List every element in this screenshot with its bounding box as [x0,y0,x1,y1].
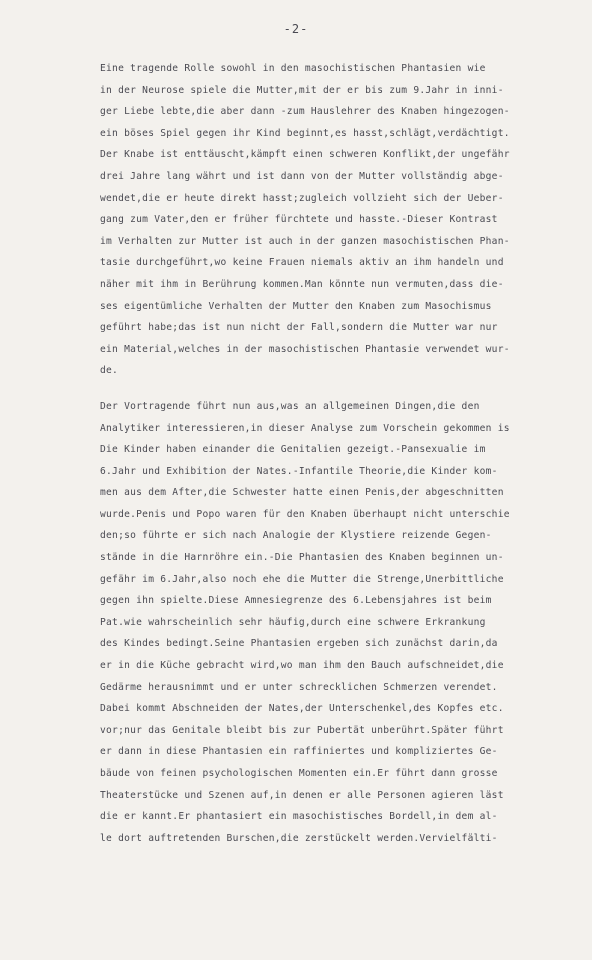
text-line: Pat.wie wahrscheinlich sehr häufig,durch eine schwere Erkrankung [100,616,486,628]
text-line: men aus dem After,die Schwester hatte einen Penis,der abgeschnitten [100,487,504,499]
paragraph-1 [100,58,570,382]
text-line: wurde.Penis und Popo waren für den Knaben überhaupt nicht unterschie [100,508,510,520]
text-line: näher mit ihm in Berührung kommen.Man könnte nun vermuten,dass die- [100,278,504,290]
text-line: tasie durchgeführt,wo keine Frauen niemals aktiv an ihm handeln und [100,257,504,269]
text-line: le dort auftretenden Burschen,die zerstückelt werden.Vervielfälti- [100,832,498,844]
text-line: die er kannt.Er phantasiert ein masochistisches Bordell,in dem al- [100,811,498,823]
paragraph-gap [100,382,570,396]
paragraph-2 [100,396,570,849]
text-line: den;so führte er sich nach Analogie der Klystiere reizende Gegen- [100,530,492,542]
text-line: vor;nur das Genitale bleibt bis zur Pubertät unberührt.Später führt [100,724,504,736]
text-line: er in die Küche gebracht wird,wo man ihm den Bauch aufschneidet,die [100,660,504,672]
text-line: Die Kinder haben einander die Genitalien gezeigt.-Pansexualie im [100,444,486,456]
text-line: ses eigentümliche Verhalten der Mutter den Knaben zum Masochismus [100,300,492,312]
text-line: Analytiker interessieren,in dieser Analyse zum Vorschein gekommen is [100,422,510,434]
text-line: Theaterstücke und Szenen auf,in denen er alle Personen agieren läst [100,789,504,801]
text-line: im Verhalten zur Mutter ist auch in der ganzen masochistischen Phan- [100,235,510,247]
text-line: Der Knabe ist enttäuscht,kämpft einen schweren Konflikt,der ungefähr [100,149,510,161]
text-line: wendet,die er heute direkt hasst;zugleich vollzieht sich der Ueber- [100,192,504,204]
text-line: ein Material,welches in der masochistischen Phantasie verwendet wur- [100,343,510,355]
page-number: -2- [283,22,309,36]
text-line: ger Liebe lebte,die aber dann -zum Hauslehrer des Knaben hingezogen- [100,106,510,118]
text-line: bäude von feinen psychologischen Momenten ein.Er führt dann grosse [100,768,498,779]
text-line: geführt habe;das ist nun nicht der Fall,sondern die Mutter war nur [100,322,498,334]
text-line: er dann in diese Phantasien ein raffiniertes und kompliziertes Ge- [100,746,498,758]
text-line: de. [100,365,119,377]
text-line: stände in die Harnröhre ein.-Die Phantasien des Knaben beginnen un- [100,552,504,564]
text-line: gefähr im 6.Jahr,also noch ehe die Mutter die Strenge,Unerbittliche [100,573,504,585]
text-line: Der Vortragende führt nun aus,was an allgemeinen Dingen,die den [100,400,480,412]
text-line: des Kindes bedingt.Seine Phantasien ergeben sich zunächst darin,da [100,638,498,650]
text-line: drei Jahre lang währt und ist dann von der Mutter vollständig abge- [100,170,504,182]
text-line: Eine tragende Rolle sowohl in den masochistischen Phantasien wie [100,63,486,74]
text-line: gang zum Vater,den er früher fürchtete und hasste.-Dieser Kontrast [100,214,498,226]
text-line: 6.Jahr und Exhibition der Nates.-Infantile Theorie,die Kinder kom- [100,465,498,477]
text-line: ein böses Spiel gegen ihr Kind beginnt,es hasst,schlägt,verdächtigt. [100,127,510,139]
text-line: Dabei kommt Abschneiden der Nates,der Unterschenkel,des Kopfes etc. [100,703,504,715]
body-text [100,58,570,849]
text-line: gegen ihn spielte.Diese Amnesiegrenze des 6.Lebensjahres ist beim [100,595,492,607]
text-line: in der Neurose spiele die Mutter,mit der er bis zum 9.Jahr in inni- [100,84,504,96]
text-line: Gedärme herausnimmt und er unter schrecklichen Schmerzen verendet. [100,681,498,693]
